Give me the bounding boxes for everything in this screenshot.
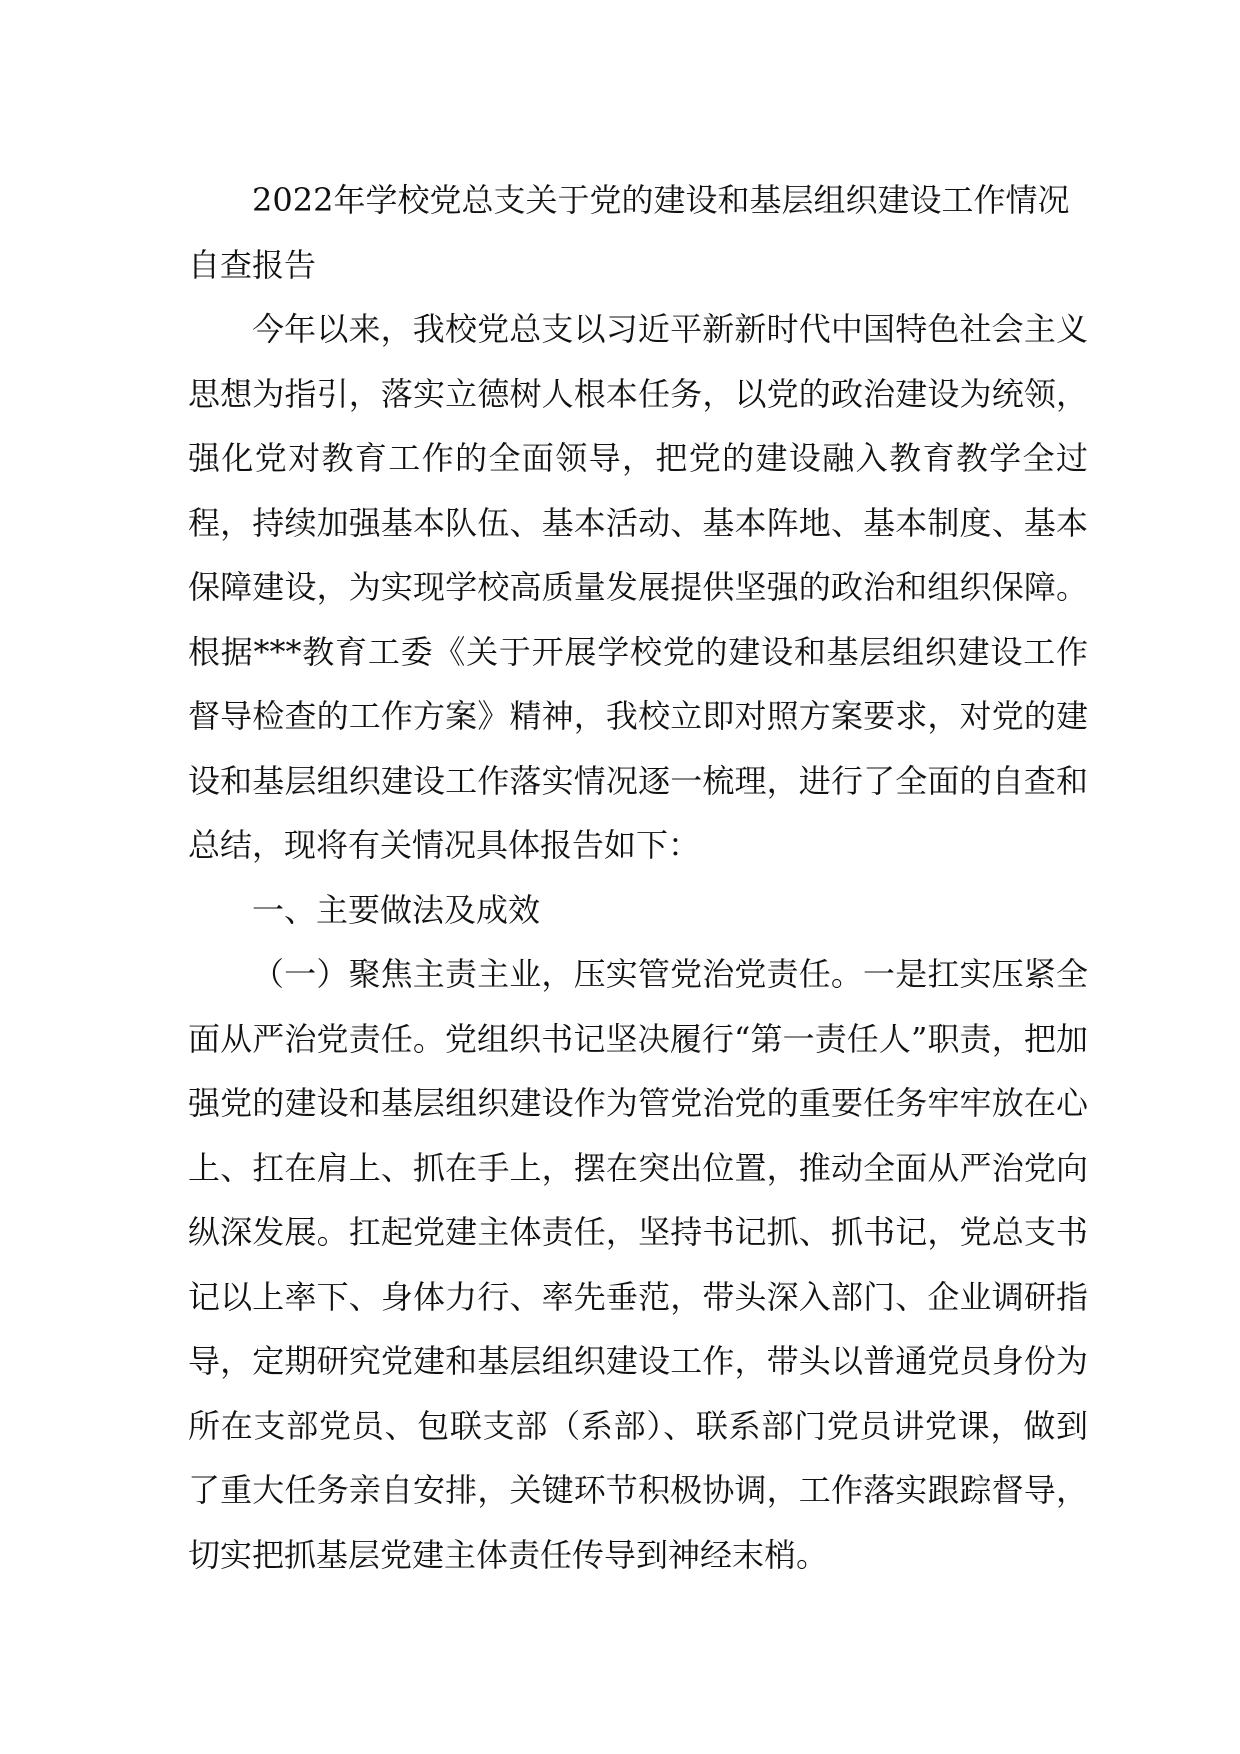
intro-paragraph: 今年以来，我校党总支以习近平新新时代中国特色社会主义思想为指引，落实立德树人根本任务，以党的政治建设为统领，强化党对教育工作的全面领导，把党的建设融入教育教学全过程，持续加强基本队伍、基本活动、基本阵地、基本制度、基本保障建设，为实现学校高质量发展提供坚强的政治和组织保障。根据***教育工委《关于开展学校党的建设和基层组织建设工作督导检查的工作方案》精神，我校立即对照方案要求，对党的建设和基层组织建设工作落实情况逐一梳理，进行了全面的自查和总结，现将有关情况具体报告如下： bbox=[188, 310, 1088, 864]
section-heading: 一、主要做法及成效 bbox=[252, 890, 541, 929]
section-paragraph: （一）聚焦主责主业，压实管党治党责任。一是扛实压紧全面从严治党责任。党组织书记坚决履行“第一责任人”职责，把加强党的建设和基层组织建设作为管党治党的重要任务牢牢放在心上、扛在肩上、抓在手上，摆在突出位置，推动全面从严治党向纵深发展。扛起党建主体责任，坚持书记抓、抓书记，党总支书记以上率下、身体力行、率先垂范，带头深入部门、企业调研指导，定期研究党建和基层组织建设工作，带头以普通党员身份为所在支部党员、包联支部（系部）、联系部门党员讲党课，做到了重大任务亲自安排，关键环节积极协调，工作落实跟踪督导，切实把抓基层党建主体责任传导到神经末梢。 bbox=[188, 955, 1088, 1574]
document-title: 2022年学校党总支关于党的建设和基层组织建设工作情况自查报告 bbox=[188, 181, 1070, 284]
document-body bbox=[188, 168, 1088, 1587]
